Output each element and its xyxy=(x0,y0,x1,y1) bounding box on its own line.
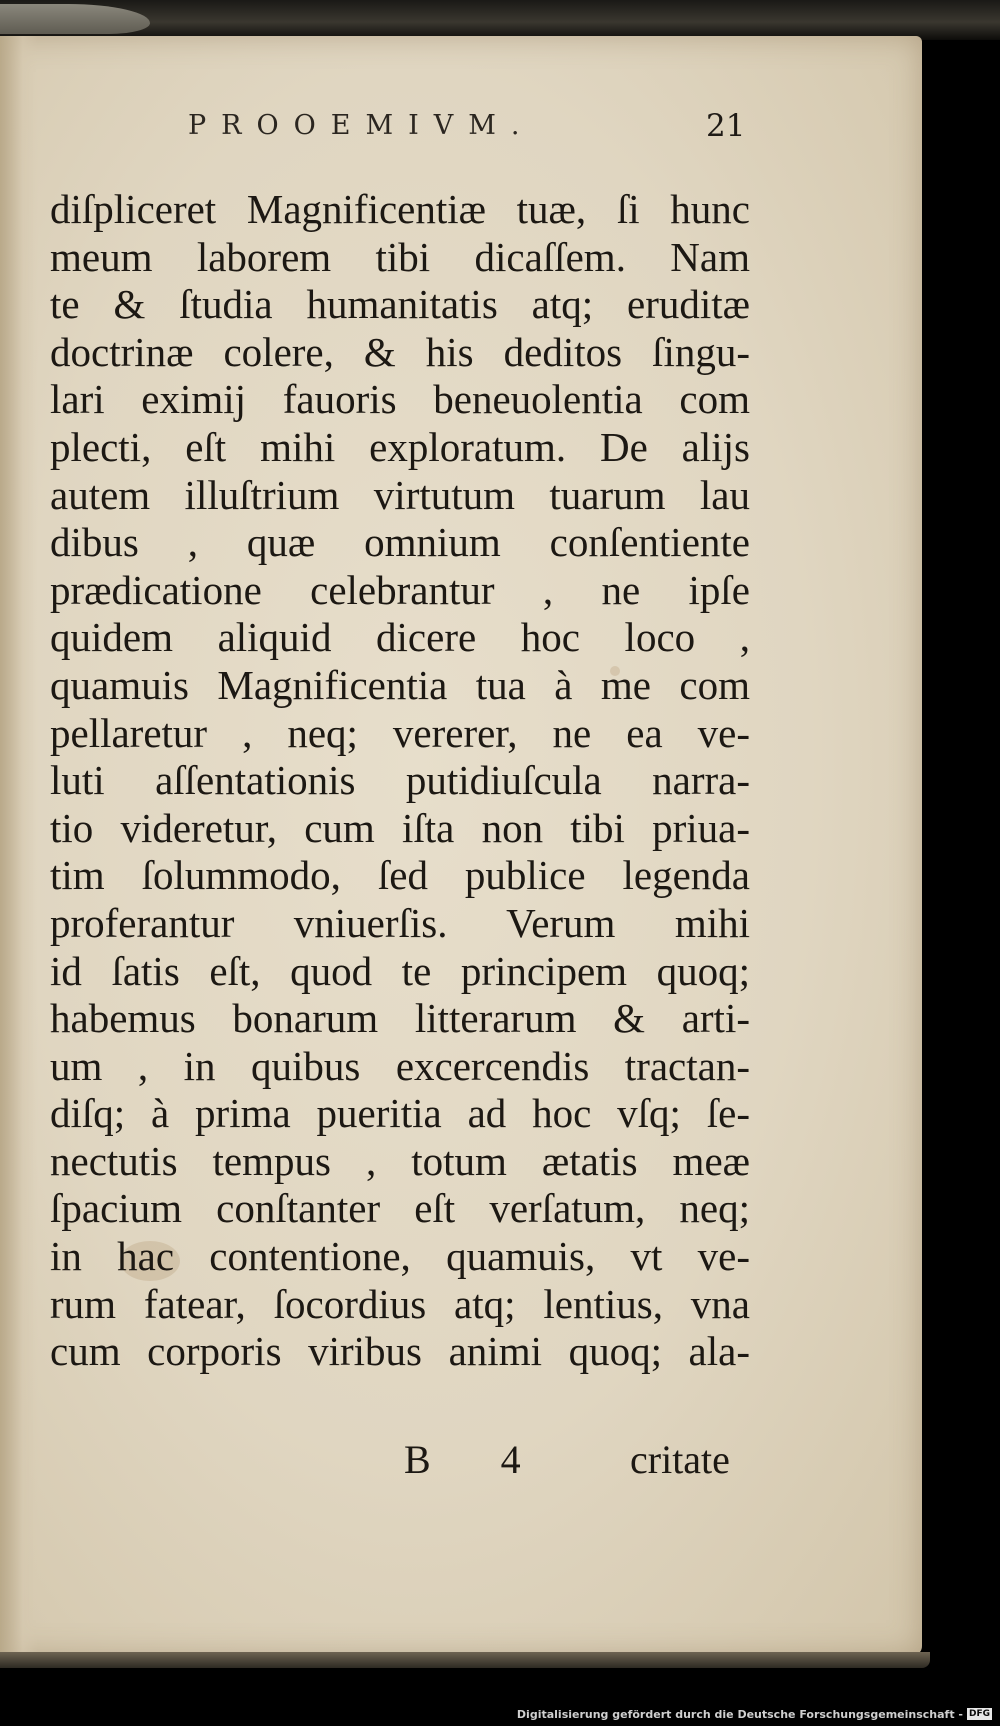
credit-text: Digitalisierung gefördert durch die Deutsche Forschungsgemeinschaft - xyxy=(516,1707,963,1721)
text-line: tio videretur, cum iſta non tibi priua- xyxy=(50,804,750,851)
torn-paper-fragment xyxy=(0,4,150,34)
dfg-logo: DFG xyxy=(968,1709,990,1719)
text-line: te & ſtudia humanitatis atq; eruditæ xyxy=(50,281,750,328)
text-line: lari eximij fauoris beneuolentia com xyxy=(50,376,750,423)
signature-mark: B 4 xyxy=(404,1437,551,1482)
text-line: cum corporis viribus animi quoq; ala- xyxy=(50,1328,750,1375)
text-line: prædicatione celebrantur , ne ipſe xyxy=(50,566,750,613)
page-number: 21 xyxy=(706,108,746,144)
text-line: plecti, eſt mihi exploratum. De alijs xyxy=(50,423,750,470)
running-title: PROOEMIVM. xyxy=(188,110,535,141)
digitization-credit xyxy=(517,1706,992,1722)
catchword: critate xyxy=(630,1437,730,1482)
text-line: luti aſſentationis putidiuſcula narra- xyxy=(50,757,750,804)
text-line: tim ſolummodo, ſed publice legenda xyxy=(50,852,750,899)
text-line: id ſatis eſt, quod te principem quoq; xyxy=(50,947,750,994)
running-head xyxy=(0,110,922,150)
text-line: dibus , quæ omnium conſentiente xyxy=(50,519,750,566)
text-line: quamuis Magnificentia tua à me com xyxy=(50,661,750,708)
text-line: proferantur vniuerſis. Verum mihi xyxy=(50,899,750,946)
text-line: diſq; à prima pueritia ad hoc vſq; ſe- xyxy=(50,1090,750,1137)
adjacent-leaf-edge xyxy=(0,0,1000,40)
body-text xyxy=(50,186,750,1376)
text-line: autem illuſtrium virtutum tuarum lau xyxy=(50,471,750,518)
text-line: quidem aliquid dicere hoc loco , xyxy=(50,614,750,661)
text-line: nectutis tempus , totum ætatis meæ xyxy=(50,1137,750,1184)
book-page xyxy=(0,36,922,1656)
text-line: um , in quibus excercendis tractan- xyxy=(50,1042,750,1089)
text-line: rum fatear, ſocordius atq; lentius, vna xyxy=(50,1280,750,1327)
page-stack-edge xyxy=(0,1652,930,1668)
binding-gutter xyxy=(0,36,38,1656)
text-line: habemus bonarum litterarum & arti- xyxy=(50,995,750,1042)
page-footer-line xyxy=(0,1436,922,1486)
text-line: in hac contentione, quamuis, vt ve- xyxy=(50,1233,750,1280)
text-line: doctrinæ colere, & his deditos ſingu- xyxy=(50,328,750,375)
text-line: pellaretur , neq; vererer, ne ea ve- xyxy=(50,709,750,756)
text-line: meum laborem tibi dicaſſem. Nam xyxy=(50,233,750,280)
text-line: diſpliceret Magnificentiæ tuæ, ſi hunc xyxy=(50,186,750,232)
text-line: ſpacium conſtanter eſt verſatum, neq; xyxy=(50,1185,750,1232)
